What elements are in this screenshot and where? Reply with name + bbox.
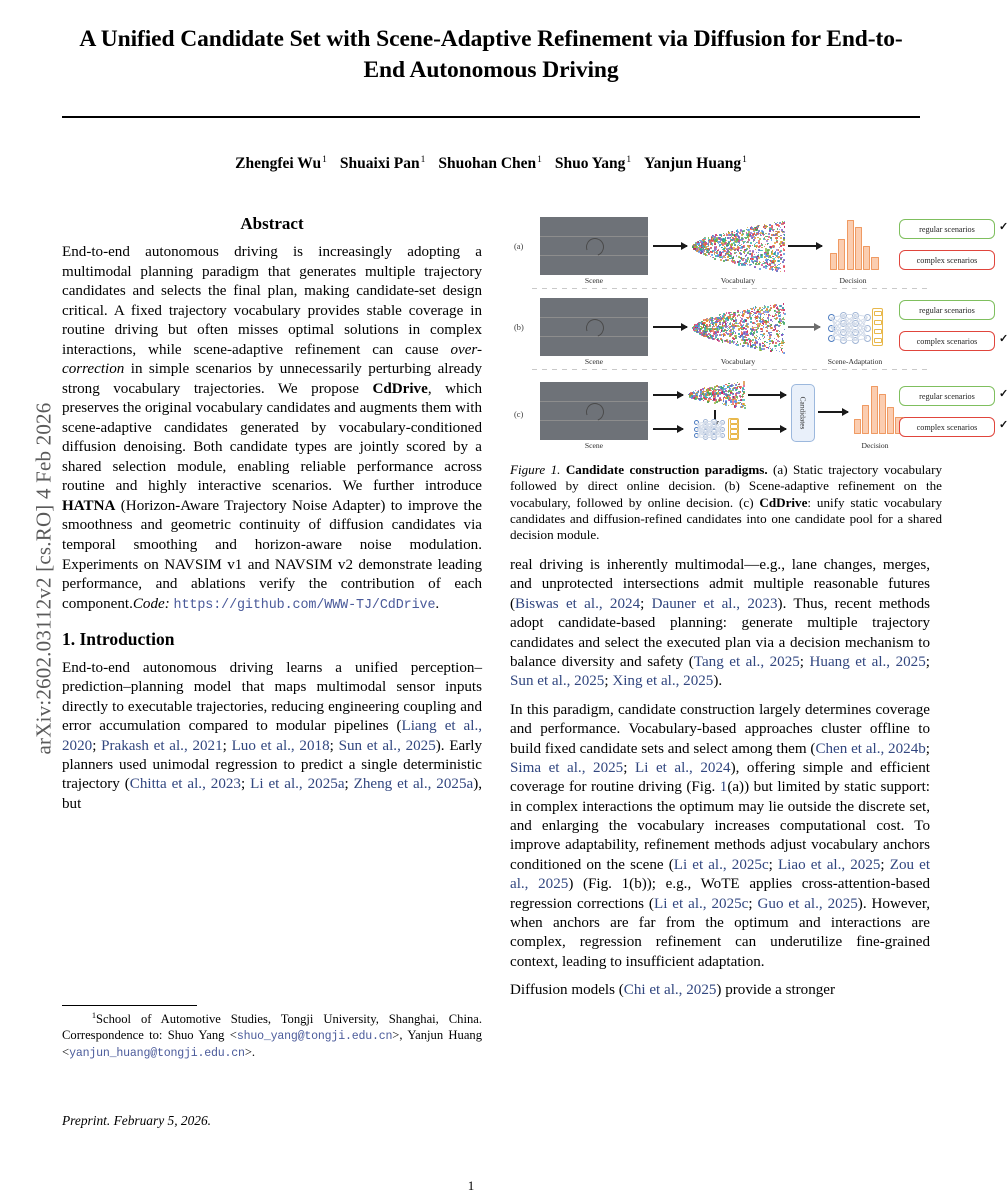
check-regular-a: ✓ bbox=[999, 221, 1008, 233]
footnote bbox=[62, 1005, 482, 1061]
citation[interactable]: Sima et al., 2025 bbox=[510, 759, 624, 776]
author-2: Shuohan Chen$^1$ bbox=[438, 155, 542, 173]
citation[interactable]: Liao et al., 2025 bbox=[777, 856, 881, 873]
right-paragraph-3: Diffusion models (Chi et al., 2025) provide a stronger bbox=[510, 982, 836, 999]
scene-mosaic-a bbox=[540, 217, 648, 275]
scene-mosaic-b bbox=[540, 298, 648, 356]
badge-regular-c[interactable]: regular scenarios bbox=[899, 386, 995, 406]
badge-complex-c[interactable]: complex scenarios bbox=[899, 417, 995, 437]
citation[interactable]: Li et al., 2025a bbox=[250, 776, 345, 793]
citation[interactable]: Sun et al., 2025 bbox=[338, 737, 436, 754]
figure-row-a bbox=[510, 214, 1008, 288]
network-output-tokens bbox=[728, 418, 739, 440]
row-label-c: (c) bbox=[514, 410, 524, 419]
citation[interactable]: Li et al., 2025c bbox=[653, 895, 749, 912]
arrow-c-5 bbox=[818, 411, 848, 413]
arrow-a-2 bbox=[788, 245, 822, 247]
citation[interactable]: Chitta et al., 2023 bbox=[129, 776, 241, 793]
email-link[interactable]: shuo_yang@tongji.edu.cn bbox=[236, 1030, 393, 1044]
vocabulary-scatter-a bbox=[692, 219, 784, 273]
candidates-box-c bbox=[791, 384, 815, 442]
scene-label-b: Scene bbox=[584, 357, 604, 366]
citation[interactable]: Tang et al., 2025 bbox=[693, 653, 800, 670]
citation[interactable]: Guo et al., 2025 bbox=[757, 895, 858, 912]
citation[interactable]: Dauner et al., 2023 bbox=[651, 595, 778, 612]
figure-row-c bbox=[510, 376, 1008, 456]
decision-label-a: Decision bbox=[839, 276, 867, 285]
arrow-b-1 bbox=[653, 326, 687, 328]
code-url[interactable]: https://github.com/WWW-TJ/CdDrive bbox=[173, 597, 436, 613]
badge-complex-a[interactable]: complex scenarios bbox=[899, 250, 995, 270]
decision-histogram-a bbox=[830, 222, 879, 270]
figure-1 bbox=[510, 214, 1008, 543]
abstract-section bbox=[62, 214, 482, 614]
decision-label-c: Decision bbox=[861, 441, 889, 450]
vocabulary-label-a: Vocabulary bbox=[720, 276, 756, 285]
right-paragraph-2: In this paradigm, candidate construction largely determines coverage and performance. Vocabulary-based approaches cluster offline to build fixed candidate sets and select among them (Chen et al., 2024b; Sima et al., 2025; Li et al., 2024), offering simple and efficient coverage for routine driving (Fig. 1(a)) but limited by static support: in complex interactions the optimum may lie outside the discrete set, and enlarging the vocabulary increases computational cost. To improve adaptability, refinement methods adjust vocabulary anchors conditioned on the scene (Li et al., 2025c; Liao et al., 2025; Zou et al., 2025) (Fig. 1(b)); e.g., WoTE applies cross-attention-based regression corrections (Li et al., 2025c; Guo et al., 2025). However, when anchors are far from the optimum and interactions are complex, regression refinement can underutilize fine-grained context, leading to insufficient adaptation. bbox=[510, 701, 931, 970]
candidates-label-c: Candidates bbox=[798, 396, 808, 430]
figure-row-b bbox=[510, 295, 1008, 369]
diffusion-network-c bbox=[690, 416, 738, 442]
email-link[interactable]: yanjun_huang@tongji.edu.cn bbox=[69, 1046, 245, 1060]
citation[interactable]: Li et al., 2024 bbox=[634, 759, 731, 776]
citation[interactable]: Chen et al., 2024b bbox=[815, 740, 926, 757]
arrow-c-1 bbox=[653, 394, 683, 396]
check-complex-c: ✓ bbox=[999, 419, 1008, 431]
decision-histogram-c bbox=[854, 388, 903, 434]
citation[interactable]: Li et al., 2025c bbox=[673, 856, 769, 873]
figure-number: Figure 1. bbox=[510, 462, 561, 477]
network-output-tokens bbox=[872, 308, 883, 346]
citation[interactable]: Biswas et al., 2024 bbox=[515, 595, 641, 612]
citation[interactable]: Xing et al., 2025 bbox=[612, 673, 714, 690]
badge-regular-b[interactable]: regular scenarios bbox=[899, 300, 995, 320]
row-label-a: (a) bbox=[514, 242, 524, 251]
author-3: Shuo Yang$^1$ bbox=[554, 155, 632, 173]
arxiv-stamp: arXiv:2602.03112v2 [cs.RO] 4 Feb 2026 bbox=[31, 402, 56, 755]
page-number: 1 bbox=[467, 1178, 475, 1193]
citation[interactable]: Huang et al., 2025 bbox=[809, 653, 926, 670]
vocabulary-label-b: Vocabulary bbox=[720, 357, 756, 366]
badge-complex-b[interactable]: complex scenarios bbox=[899, 331, 995, 351]
vocabulary-scatter-c bbox=[688, 380, 744, 408]
arrow-a-1 bbox=[653, 245, 687, 247]
author-list bbox=[62, 155, 920, 173]
row-label-b: (b) bbox=[514, 323, 524, 332]
citation[interactable]: Liang et al., 2020 bbox=[62, 718, 482, 754]
page-title: A Unified Candidate Set with Scene-Adaptive Refinement via Diffusion for End-to-End Autonomous Driving bbox=[79, 26, 903, 84]
intro-paragraph-1: End-to-end autonomous driving learns a unified perception–prediction–planning model that maps multimodal sensor inputs directly to executable trajectories, reducing engineering coupling and error accumulation compared to modular pipelines (Liang et al., 2020; Prakash et al., 2021; Luo et al., 2018; Sun et al., 2025). Early planners used unimodal regression to predict a single deterministic trajectory (Chitta et al., 2023; Li et al., 2025a; Zheng et al., 2025a), but bbox=[62, 660, 483, 812]
preprint-note: Preprint. February 5, 2026. bbox=[62, 1113, 212, 1128]
scene-mosaic-c bbox=[540, 382, 648, 440]
right-column bbox=[510, 556, 930, 1010]
badge-regular-a[interactable]: regular scenarios bbox=[899, 219, 995, 239]
abstract-heading: Abstract bbox=[240, 214, 304, 233]
scene-adaptation-label-b: Scene-Adaptation bbox=[827, 357, 883, 366]
left-column bbox=[62, 214, 482, 823]
arrow-c-3 bbox=[748, 394, 786, 396]
title-block bbox=[62, 24, 920, 86]
vocabulary-scatter-b bbox=[692, 300, 784, 354]
footnote-rule bbox=[62, 1005, 197, 1006]
author-1: Shuaixi Pan$^1$ bbox=[339, 155, 426, 173]
figure-1-caption: Figure 1. Candidate construction paradigms. (a) Static trajectory vocabulary followed by direct online decision. (b) Scene-adaptive refinement on the vocabulary, followed by online decision. (c) CdDrive: unify static vocabulary candidates and diffusion-refined candidates into one candidate pool for a shared decision module. bbox=[510, 462, 943, 543]
citation[interactable]: Sun et al., 2025 bbox=[510, 673, 605, 690]
citation[interactable]: Prakash et al., 2021 bbox=[101, 737, 223, 754]
figure-1-graphic bbox=[510, 214, 1008, 452]
citation[interactable]: Chi et al., 2025 bbox=[623, 982, 717, 999]
footnote-text: $^1$School of Automotive Studies, Tongji University, Shanghai, China. Correspondence to: Shuo Yang <shuo_yang@tongji.edu.cn>, Yanjun Huang <yanjun_huang@tongji.edu.cn>. bbox=[62, 1011, 482, 1060]
scene-label-c: Scene bbox=[584, 441, 604, 450]
check-complex-b: ✓ bbox=[999, 333, 1008, 345]
citation[interactable]: Zou et al., 2025 bbox=[510, 856, 931, 893]
arrow-c-2 bbox=[653, 428, 683, 430]
code-label: Code: bbox=[132, 595, 170, 612]
scene-adaptation-network-b bbox=[824, 306, 882, 348]
right-paragraph-1: real driving is inherently multimodal—e.g., lane changes, merges, and unprotected intersections admit multiple reasonable futures (Biswas et al., 2024; Dauner et al., 2023). Thus, recent methods adopt candidate-based planning: generate multiple trajectory candidates and select the executed plan via a decision mechanism to balance diversity and safety (Tang et al., 2025; Huang et al., 2025; Sun et al., 2025; Xing et al., 2025). bbox=[510, 557, 931, 690]
abstract-paragraph: End-to-end autonomous driving is increasingly adopting a multimodal planning paradigm that generates multiple trajectory candidates and selects the final plan, making candidate-set design critical. A fixed trajectory vocabulary provides stable coverage in routine driving but often misses optimal solutions in complex interactions, while scene-adaptive refinement can cause over-correction in simple scenarios by unnecessarily perturbing already strong vocabulary trajectories. We propose CdDrive, which preserves the original vocabulary candidates and augments them with scene-adaptive candidates generated by vocabulary-conditioned diffusion denoising. Both candidate types are jointly scored by a shared selection module, enabling reliable performance across routine and highly interactive scenarios. We further introduce HATNA (Horizon-Aware Trajectory Noise Adapter) to improve the smoothness and geometric continuity of diffusion candidates via temporal smoothing and horizon-aware noise modulation. Experiments on NAVSIM v1 and NAVSIM v2 demonstrate leading performance, and ablations verify the contribution of each component.Code: https://github.com/WWW-TJ/CdDrive. bbox=[62, 244, 482, 613]
title-rule bbox=[62, 116, 920, 118]
citation[interactable]: Luo et al., 2018 bbox=[231, 737, 330, 754]
author-0: Zhengfei Wu$^1$ bbox=[235, 155, 327, 173]
citation[interactable]: Zheng et al., 2025a bbox=[353, 776, 474, 793]
arrow-c-4 bbox=[748, 428, 786, 430]
check-regular-c: ✓ bbox=[999, 388, 1008, 400]
section-heading-introduction: 1. Introduction bbox=[62, 629, 175, 650]
author-4: Yanjun Huang$^1$ bbox=[644, 155, 747, 173]
scene-label-a: Scene bbox=[584, 276, 604, 285]
arrow-b-2 bbox=[788, 326, 820, 328]
figure-reference[interactable]: 1 bbox=[719, 779, 728, 796]
